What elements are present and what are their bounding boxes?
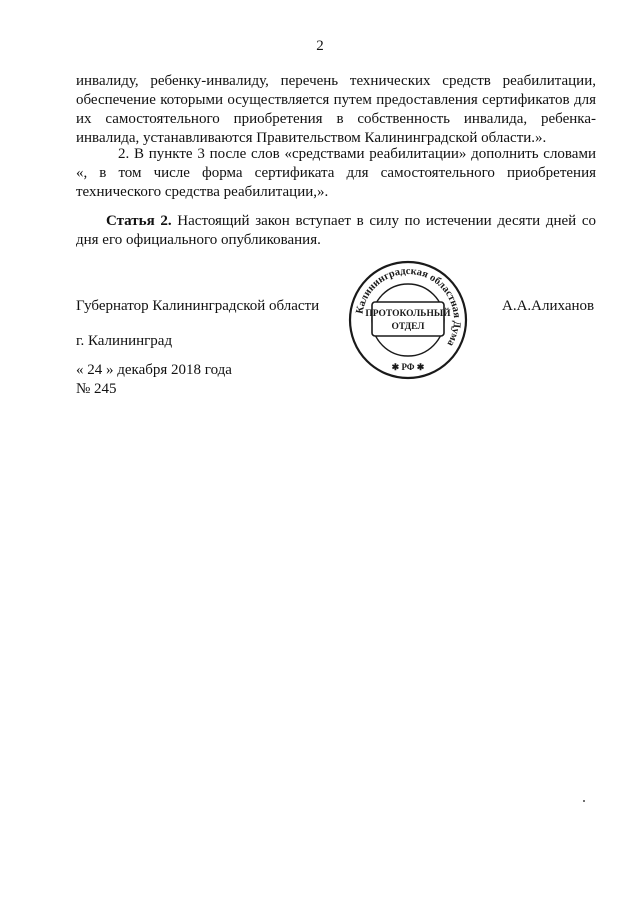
- paragraph-continuation: инвалиду, ребенку-инвалиду, перечень технических средств реабилитации, обеспечение которыми осуществляется путем предоставления сертификатов для их самостоятельного приобретения в собственность инвалида, ребенка-инвалида, устанавливаются Правительством Калининградской области.».: [76, 73, 596, 146]
- article-text: Настоящий закон вступает в силу по истечении десяти дней со дня его официального опубликования.: [76, 213, 596, 248]
- official-stamp: [346, 258, 470, 382]
- stamp-box-line2: ОТДЕЛ: [391, 322, 425, 332]
- stamp-bottom-text: ✱ РФ ✱: [391, 362, 425, 372]
- stamp-box-line1: ПРОТОКОЛЬНЫЙ: [365, 309, 451, 319]
- paragraph-item-2: 2. В пункте 3 после слов «средствами реабилитации» дополнить словами «, в том числе форма сертификата для самостоятельного приобретения технического средства реабилитации,».: [76, 146, 596, 200]
- scan-artifact: [583, 800, 585, 802]
- paragraph-article-2: [76, 212, 596, 250]
- signer-name: А.А.Алиханов: [502, 298, 595, 314]
- signer-position: Губернатор Калининградской области: [76, 298, 320, 314]
- signing-date: « 24 » декабря 2018 года: [76, 362, 232, 378]
- page-number: 2: [316, 38, 324, 54]
- law-number: № 245: [76, 381, 117, 397]
- stamp-ring-text: Калининградская областная Дума: [354, 265, 463, 348]
- signing-place: г. Калининград: [76, 333, 173, 349]
- article-label: Статья 2.: [106, 213, 172, 229]
